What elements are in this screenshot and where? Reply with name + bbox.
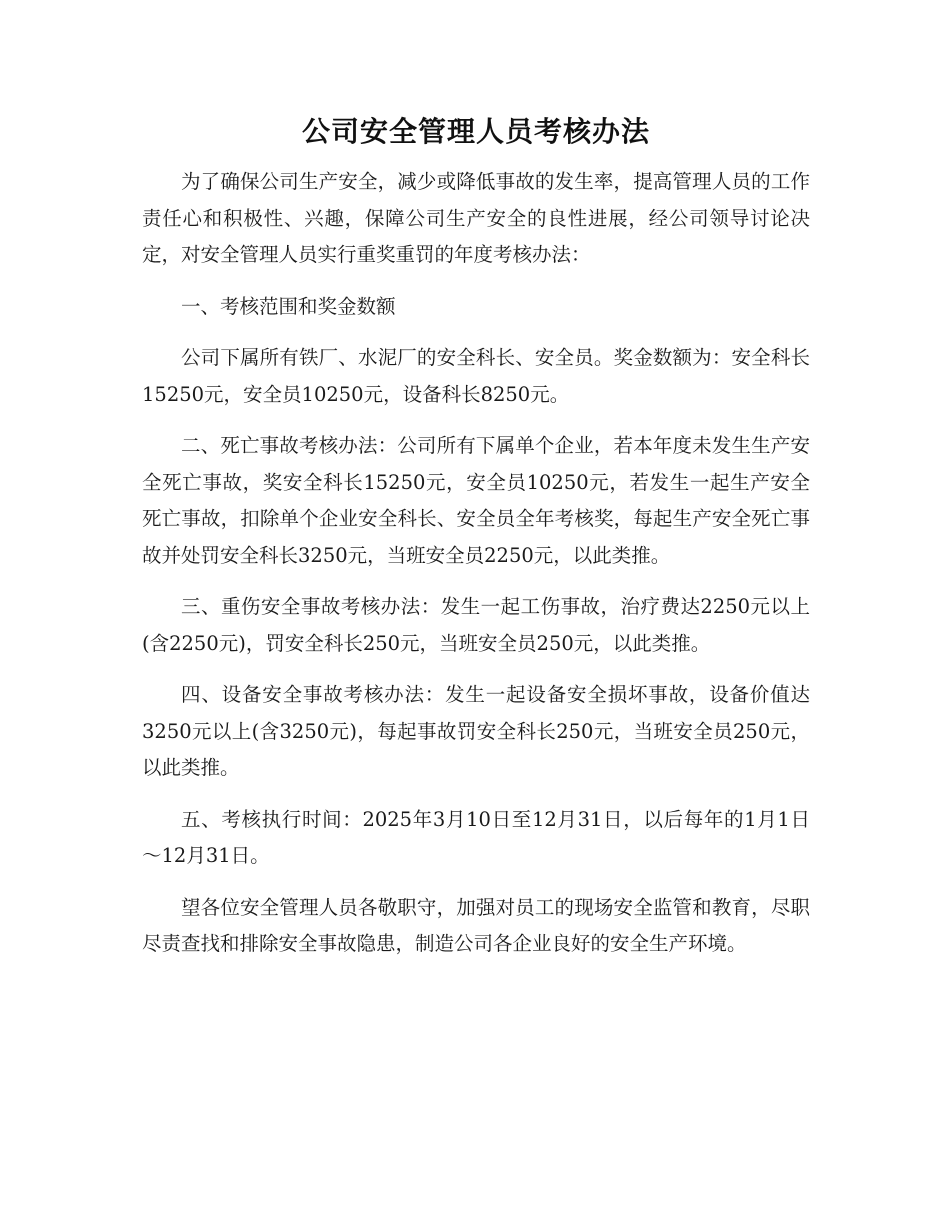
paragraph-section-2-fatal-accidents: 二、死亡事故考核办法：公司所有下属单个企业，若本年度未发生生产安全死亡事故，奖安全科长15250元，安全员10250元，若发生一起生产安全死亡事故，扣除单个企业安全科长、安全员全年考核奖，每起生产安全死亡事故并处罚安全科长3250元，当班安全员2250元，以此类推。 — [142, 434, 810, 567]
document-page — [142, 108, 810, 978]
paragraph-closing: 望各位安全管理人员各敬职守，加强对员工的现场安全监管和教育，尽职尽责查找和排除安全事故隐患，制造公司各企业良好的安全生产环境。 — [142, 895, 810, 955]
paragraph-scope-and-bonus: 公司下属所有铁厂、水泥厂的安全科长、安全员。奖金数额为：安全科长15250元，安全员10250元，设备科长8250元。 — [142, 346, 810, 406]
document-title: 公司安全管理人员考核办法 — [301, 115, 650, 148]
paragraph-section-1-heading: 一、考核范围和奖金数额 — [181, 294, 396, 318]
paragraph-section-3-serious-injury: 三、重伤安全事故考核办法：发生一起工伤事故，治疗费达2250元以上(含2250元)，罚安全科长250元，当班安全员250元，以此类推。 — [142, 595, 810, 655]
paragraph-section-5-period: 五、考核执行时间：2025年3月10日至12月31日，以后每年的1月1日～12月31日。 — [142, 807, 810, 867]
paragraph-intro: 为了确保公司生产安全，减少或降低事故的发生率，提高管理人员的工作责任心和积极性、兴趣，保障公司生产安全的良性进展，经公司领导讨论决定，对安全管理人员实行重奖重罚的年度考核办法： — [142, 170, 810, 266]
paragraph-section-4-equipment: 四、设备安全事故考核办法：发生一起设备安全损坏事故，设备价值达3250元以上(含3250元)，每起事故罚安全科长250元，当班安全员250元，以此类推。 — [142, 683, 810, 779]
